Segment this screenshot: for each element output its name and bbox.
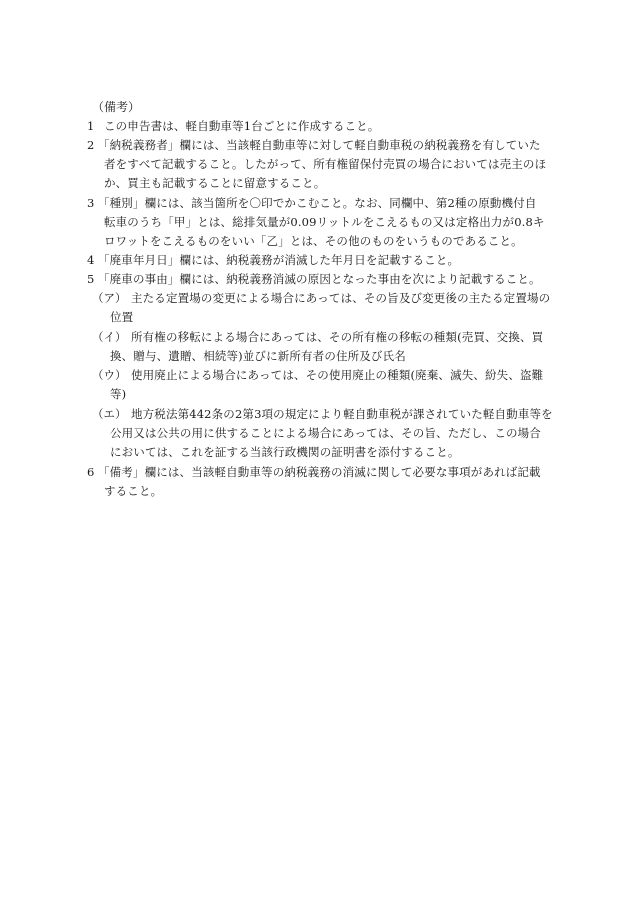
item-line: この申告書は、軽自動車等1台ごとに作成すること。 xyxy=(104,119,380,133)
remarks-heading: （備考） xyxy=(92,100,141,114)
item-line: ロワットをこえるものをいい「乙」とは、その他のものをいうものであること。 xyxy=(104,234,523,248)
item-number: 6 xyxy=(87,465,95,479)
sub-item-marker: （ア） xyxy=(92,291,127,305)
item-line: 者をすべて記載すること。したがって、所有権留保付売買の場合においては売主のほ xyxy=(104,157,547,171)
sub-item-line: 等) xyxy=(110,387,127,401)
item-line: 「種別」欄には、該当箇所を〇印でかこむこと。なお、同欄中、第2種の原動機付自 xyxy=(98,196,537,210)
sub-item-line: 主たる定置場の変更による場合にあっては、その旨及び変更後の主たる定置場の xyxy=(131,291,551,305)
item-line: 「廃車年月日」欄には、納税義務が消滅した年月日を記載すること。 xyxy=(98,253,460,267)
sub-item-line: 使用廃止による場合にあっては、その使用廃止の種類(廃棄、滅失、紛失、盗難 xyxy=(131,368,544,382)
item-number: 2 xyxy=(87,138,95,152)
sub-item-marker: （ウ） xyxy=(92,368,127,382)
item-line: 「納税義務者」欄には、当該軽自動車等に対して軽自動車税の納税義務を有していた xyxy=(98,138,541,152)
item-number: 5 xyxy=(87,272,95,286)
item-number: 1 xyxy=(87,119,95,133)
sub-item-line: 公用又は公共の用に供することによる場合にあっては、その旨、ただし、この場合 xyxy=(110,426,541,440)
sub-item-line: 所有権の移転による場合にあっては、その所有権の移転の種類(売買、交換、買 xyxy=(131,330,544,344)
sub-item-line: 換、贈与、遺贈、相続等)並びに新所有者の住所及び氏名 xyxy=(110,349,406,363)
sub-item-line: 地方税法第442条の2第3項の規定により軽自動車税が課されていた軽自動車等を xyxy=(131,407,553,421)
item-line: か、買主も記載することに留意すること。 xyxy=(104,176,326,190)
item-line: すること。 xyxy=(104,484,163,498)
item-line: 「廃車の事由」欄には、納税義務消滅の原因となった事由を次により記載すること。 xyxy=(98,272,541,286)
sub-item-marker: （エ） xyxy=(92,407,127,421)
item-line: 「備考」欄には、当該軽自動車等の納税義務の消滅に関して必要な事項があれば記載 xyxy=(98,465,541,479)
sub-item-line: においては、これを証する当該行政機関の証明書を添付すること。 xyxy=(110,445,460,459)
item-number: 3 xyxy=(87,196,95,210)
sub-item-marker: （イ） xyxy=(92,330,127,344)
item-line: 転車のうち「甲」とは、総排気量が0.09リットルをこえるもの又は定格出力が0.8キ xyxy=(104,215,545,229)
item-number: 4 xyxy=(87,253,95,267)
sub-item-line: 位置 xyxy=(110,310,134,324)
